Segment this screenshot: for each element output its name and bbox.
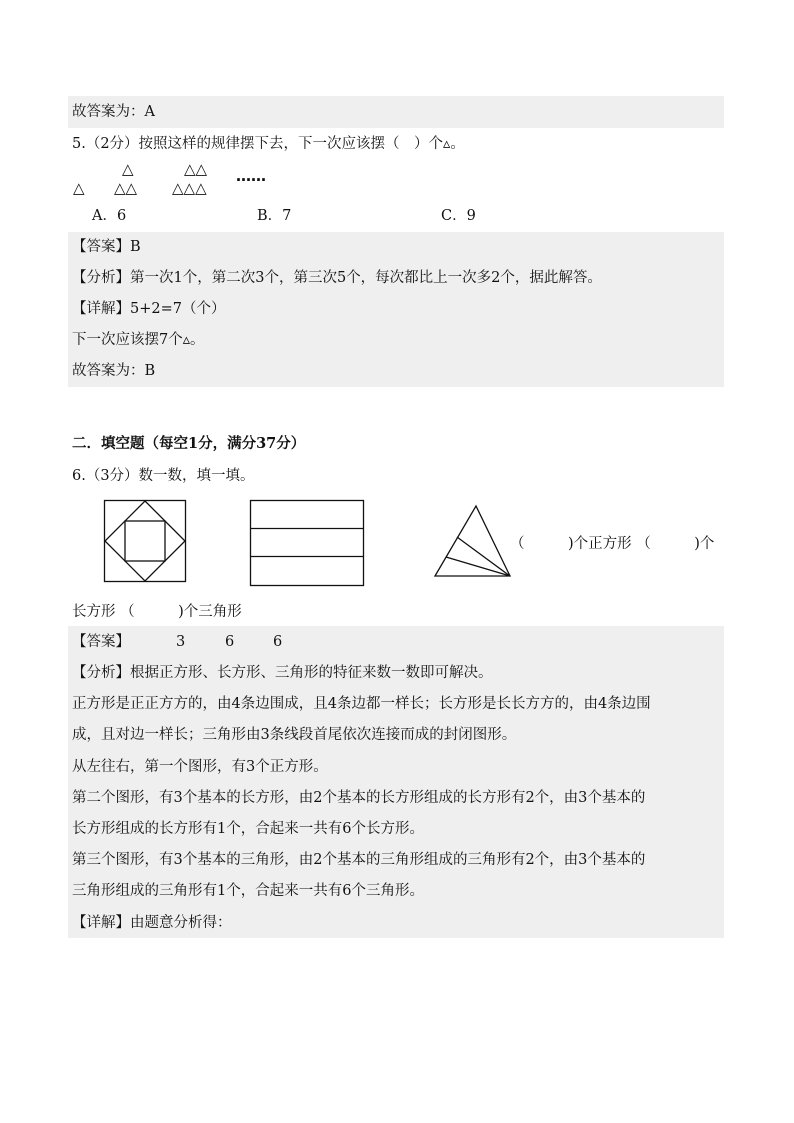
figure-squares: [104, 500, 186, 582]
pattern-row2-group1: △: [73, 179, 85, 197]
q4-conclusion: 故答案为：A: [72, 104, 155, 120]
q6-para3-line1: 第二个图形，有3个基本的长方形，由2个基本的长方形组成的长方形有2个，由3个基本的: [72, 790, 646, 806]
pattern-row2-group2: △△: [114, 179, 138, 197]
pattern-ellipsis: ……: [236, 167, 266, 185]
q5-option-a: A．6: [92, 208, 127, 224]
section-heading: 二．填空题（每空1分，满分37分）: [72, 435, 306, 452]
q6-para2: 从左往右，第一个图形，有3个正方形。: [72, 759, 328, 775]
q5-detail-line2: 下一次应该摆7个▵。: [72, 332, 205, 348]
q6-stem: 6.（3分）数一数，填一填。: [72, 468, 255, 484]
q4-answer-block: [68, 96, 724, 128]
pattern-row1-group2: △: [122, 160, 134, 178]
pattern-row1-group3: △△: [184, 160, 208, 178]
q6-answer-squares: 3: [176, 634, 186, 650]
q5-option-c: C．9: [441, 208, 476, 224]
q6-answer-rectangles: 6: [225, 634, 235, 650]
q6-para1-line2: 成，且对边一样长；三角形由3条线段首尾依次连接而成的封闭图形。: [72, 727, 517, 743]
figure-triangles: [434, 505, 512, 577]
q6-blank-triangle: 长方形 （ )个三角形: [72, 604, 242, 620]
q6-blank-square: （ )个正方形 （ )个: [510, 536, 715, 552]
q5-conclusion: 故答案为：B: [72, 363, 156, 379]
q5-analysis: 【分析】第一次1个，第二次3个，第三次5个，每次都比上一次多2个，据此解答。: [72, 270, 602, 286]
q6-answer-label: 【答案】: [72, 634, 130, 650]
q6-detail: 【详解】由题意分析得：: [72, 915, 232, 931]
q6-answer-triangles: 6: [273, 634, 283, 650]
q5-answer: 【答案】B: [72, 239, 141, 255]
q5-option-b: B．7: [257, 208, 292, 224]
q5-detail: 【详解】5+2=7（个）: [72, 301, 226, 317]
q6-analysis: 【分析】根据正方形、长方形、三角形的特征来数一数即可解决。: [72, 665, 493, 681]
q5-stem: 5.（2分）按照这样的规律摆下去，下一次应该摆（ ）个▵。: [72, 136, 465, 152]
q6-para3-line2: 长方形组成的长方形有1个，合起来一共有6个长方形。: [72, 821, 424, 837]
q6-para4-line2: 三角形组成的三角形有1个，合起来一共有6个三角形。: [72, 883, 424, 899]
q6-para1-line1: 正方形是正正方方的，由4条边围成，且4条边都一样长；长方形是长长方方的，由4条边围: [72, 696, 651, 712]
figure-rectangles: [250, 500, 364, 586]
pattern-row2-group3: △△△: [172, 179, 207, 197]
q6-para4-line1: 第三个图形，有3个基本的三角形，由2个基本的三角形组成的三角形有2个，由3个基本的: [72, 852, 646, 868]
